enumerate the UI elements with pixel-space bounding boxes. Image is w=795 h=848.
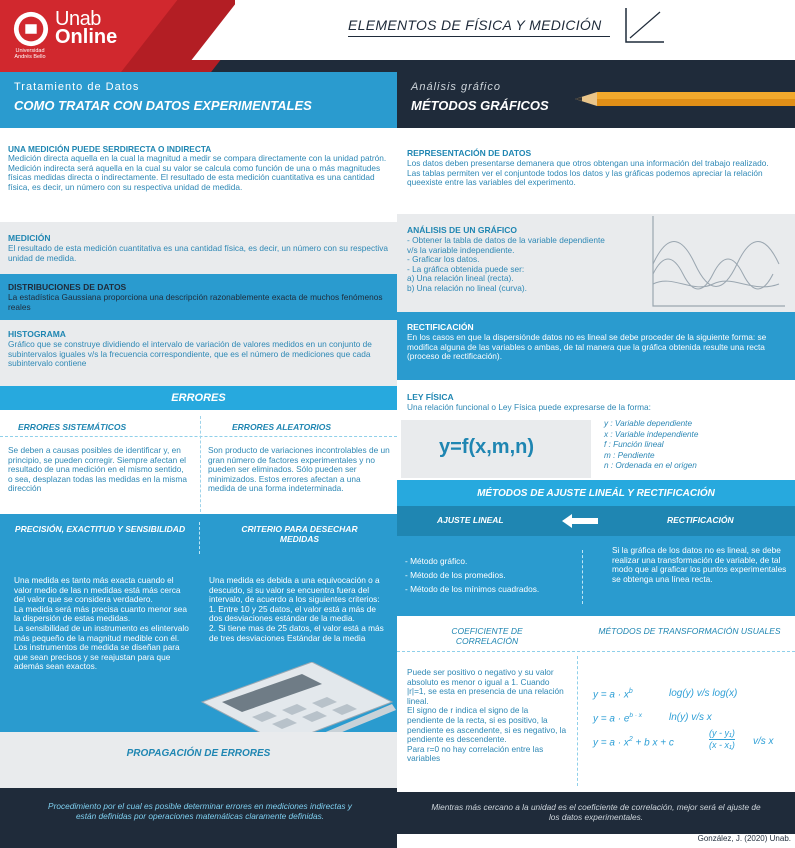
section-body: - Obtener la tabla de datos de la variable dependiente v/s la variable independiente. - Graficar los datos. - La gráfica obtenida puede ser: a) Una relación lineal (recta). b) Una relación no lineal (curva). [407, 235, 605, 293]
section-rectificacion [397, 312, 795, 380]
eq-quadratic-transform: v/s x [753, 736, 774, 747]
section-body: Medición directa aquella en la cual la magnitud a medir se compara directamente con la unidad patrón. Medición indirecta será aquella en la cual su valor se calcula como función de una o más magnitudes físicas medidas directa o indirectamente. El resultado de esta medición cuantitativa es una cantidad física, es decir, un número con su respectiva unidad de medida. [8, 153, 387, 192]
credit-bar [397, 834, 795, 848]
sistematicos-body: Se deben a causas posibles de identificar y, en principio, se pueden corregir. Siempre afectan el resultado de una medición en el mismo sentido, o sea, desplazan todas las medidas en la misma dirección [8, 445, 187, 494]
credit-text: González, J. (2020) Unab. [697, 834, 791, 843]
coef-trans-content [397, 652, 795, 792]
graph-axes-icon [622, 6, 666, 46]
errors-pair [0, 410, 397, 514]
section-title: DISTRIBUCIONES DE DATOS [8, 282, 127, 292]
variable-list [604, 419, 698, 472]
section-histograma [0, 320, 397, 386]
left-header-band [0, 72, 397, 128]
right-footer-band [397, 792, 795, 834]
eq-power-transform: log(y) v/s log(x) [669, 688, 738, 699]
section-body: Los datos deben presentarse demanera que otros obtengan una información del trabajo realizado. Las tablas permiten ver el conjuntode todos los datos y las gráficas podemos apreciar la relación queexiste entre las variables del experimento. [407, 158, 769, 188]
section-representacion [397, 128, 795, 214]
section-analisis [397, 214, 795, 312]
eq-exponential-transform: ln(y) v/s x [669, 712, 712, 723]
sistematicos-title: ERRORES SISTEMÁTICOS [18, 422, 127, 432]
right-kicker: Análisis gráfico [411, 81, 501, 93]
propagacion-section [0, 732, 397, 848]
aleatorios-title: ERRORES ALEATORIOS [232, 422, 332, 432]
metodos-title: MÉTODOS DE AJUSTE LINEÁL Y RECTIFICACIÓN [477, 488, 715, 499]
aleatorios-body: Son producto de variaciones incontrolables de un gran número de factores experimentales y no pueden ser eliminados. Sólo pueden ser minimizados. Estos errores afectan a una medida de una forma indeterminada. [208, 445, 390, 494]
formula: y=f(x,m,n) [439, 436, 535, 458]
var-n: n : Ordenada en el origen [604, 461, 697, 470]
header-bar [0, 0, 795, 72]
page-title: ELEMENTOS DE FÍSICA Y MEDICIÓN [348, 17, 602, 33]
rectificacion-label: RECTIFICACIÓN [667, 515, 734, 525]
precision-criteria-bodies [0, 562, 397, 732]
pencil-icon [575, 88, 795, 110]
university-name: Universidad Andrés Bello [14, 48, 46, 60]
section-title: RECTIFICACIÓN [407, 322, 474, 332]
criterio-body: Una medida es debida a una equivocación o a descuido, si su valor se encuentra fuera del intervalo, de acuerdo a los siguientes criterios: 1. Entre 10 y 25 datos, el valor está a más de dos desviaciones estándar de la media. 2. Si tiene mas de 25 datos, el valor está a más de tres desviaciones Estándar de la media [209, 575, 384, 643]
rect-body: Si la gráfica de los datos no es lineal, se debe realizar una transformación de variable, de tal modo que al graficar los puntos experimentales se obtenga una línea recta. [612, 545, 787, 584]
list-item: - Método de los promedios. [405, 570, 506, 580]
criterio-title: CRITERIO PARA DESECHAR MEDIDAS [241, 524, 358, 544]
section-title: LEY FÍSICA [407, 392, 454, 402]
eq-quadratic-fraction: (y - y₁) (x - x₁) [709, 728, 735, 750]
left-heading: COMO TRATAR CON DATOS EXPERIMENTALES [14, 98, 312, 113]
section-title: ANÁLISIS DE UN GRÁFICO [407, 225, 518, 235]
errores-band [0, 386, 397, 410]
var-y: y : Variable dependiente [604, 419, 693, 428]
right-footer-text: Mientras más cercano a la unidad es el coeficiente de correlación, mejor será el ajuste de los datos experimentales. [431, 802, 761, 822]
section-body: La estadística Gaussiana proporciona una descripción razonablemente exacta de muchos fenómenos reales [8, 292, 383, 312]
precision-title: PRECISIÓN, EXACTITUD Y SENSIBILIDAD [14, 524, 186, 534]
right-header-band [397, 72, 795, 128]
ajuste-rect-band [397, 506, 795, 536]
propagacion-body: Procedimiento por el cual es posible determinar errores en mediciones indirectas y están definidas por operaciones matemáticas claramente definidas. [48, 801, 352, 821]
section-body: El resultado de esta medición cuantitativa es una cantidad física, es decir, un número con su respectiva unidad de medida. [8, 243, 389, 263]
left-column [0, 72, 397, 848]
section-title: REPRESENTACIÓN DE DATOS [407, 148, 532, 158]
section-title: MEDICIÓN [8, 233, 51, 243]
left-kicker: Tratamiento de Datos [14, 81, 140, 93]
coef-trans-titles [397, 616, 795, 652]
section-ley-fisica [397, 380, 795, 480]
list-item: - Método gráfico. [405, 556, 468, 566]
ajuste-label: AJUSTE LINEAL [437, 515, 504, 525]
right-heading: MÉTODOS GRÁFICOS [411, 98, 549, 113]
section-direct-indirect [0, 128, 397, 222]
trans-title: MÉTODOS DE TRANSFORMACIÓN USUALES [598, 626, 781, 636]
propagacion-title: PROPAGACIÓN DE ERRORES [126, 748, 271, 759]
eq-exponential: $y = a \cdot e^{b \cdot x}$ [593, 712, 643, 725]
wave-graph-icon [647, 214, 787, 312]
university-crest-icon [12, 10, 50, 48]
ajuste-rect-content [397, 536, 795, 616]
arrow-left-icon [562, 514, 598, 528]
brand-unab: Unab [55, 8, 101, 30]
section-body: Gráfico que se construye dividiendo el intervalo de variación de valores medidos en un conjunto de subintervalos iguales v/s la frecuencia correspondiente, que es el número de mediciones que cada subintervalo contiene [8, 339, 372, 369]
eq-quadratic: $y = a \cdot x^2 + b$ x + c [593, 736, 674, 749]
section-medicion [0, 222, 397, 274]
section-body: En los casos en que la dispersiónde datos no es lineal se debe proceder de la siguiente forma: se modifica alguna de las variables o ambas, de tal manera que la gráfica obtenida resulte una recta (proceso de rectificación). [407, 332, 767, 362]
precision-body: Una medida es tanto más exacta cuando el valor medio de las n medidas está más cerca del valor que se considera verdadero. La medida será más precisa cuanto menor sea la dispersión de estas medidas. La sensibilidad de un instrumento es elintervalo más pequeño de la magnitud medible con él. Los instrumentos de medida se diseñan para que sean precisos y se reajustan para que además sean exactos. [14, 575, 189, 672]
list-item: - Método de los mínimos cuadrados. [405, 584, 540, 594]
metodos-band [397, 480, 795, 506]
errores-title: ERRORES [171, 392, 226, 404]
var-m: m : Pendiente [604, 450, 655, 460]
precision-criteria-band [0, 514, 397, 562]
section-title: HISTOGRAMA [8, 329, 66, 339]
var-f: f : Función lineal [604, 440, 664, 449]
right-column [397, 72, 795, 848]
ajuste-list [405, 554, 539, 596]
section-distribuciones [0, 274, 397, 320]
var-x: x : Variable independiente [604, 429, 699, 439]
coef-title: COEFICIENTE DE CORRELACIÓN [451, 626, 523, 646]
eq-power: $y = a \cdot x^b$ [593, 688, 633, 701]
coef-body: Puede ser positivo o negativo y su valor absoluto es menor o igual a 1. Cuando |r|=1, se esta en presencia de una relación lineal. El signo de r indica el signo de la pendiente de la recta, si es positivo, la pendiente es ascendente, si es negativo, la pendiente es descendente. Para r=0 no hay correlación entre las variables [407, 667, 567, 764]
brand-online: Online [55, 26, 118, 48]
title-underline [348, 36, 610, 37]
section-body: Una relación funcional o Ley Física puede expresarse de la forma: [407, 402, 651, 412]
section-title: UNA MEDICIÓN PUEDE SERDIRECTA O INDIRECTA [8, 144, 212, 154]
